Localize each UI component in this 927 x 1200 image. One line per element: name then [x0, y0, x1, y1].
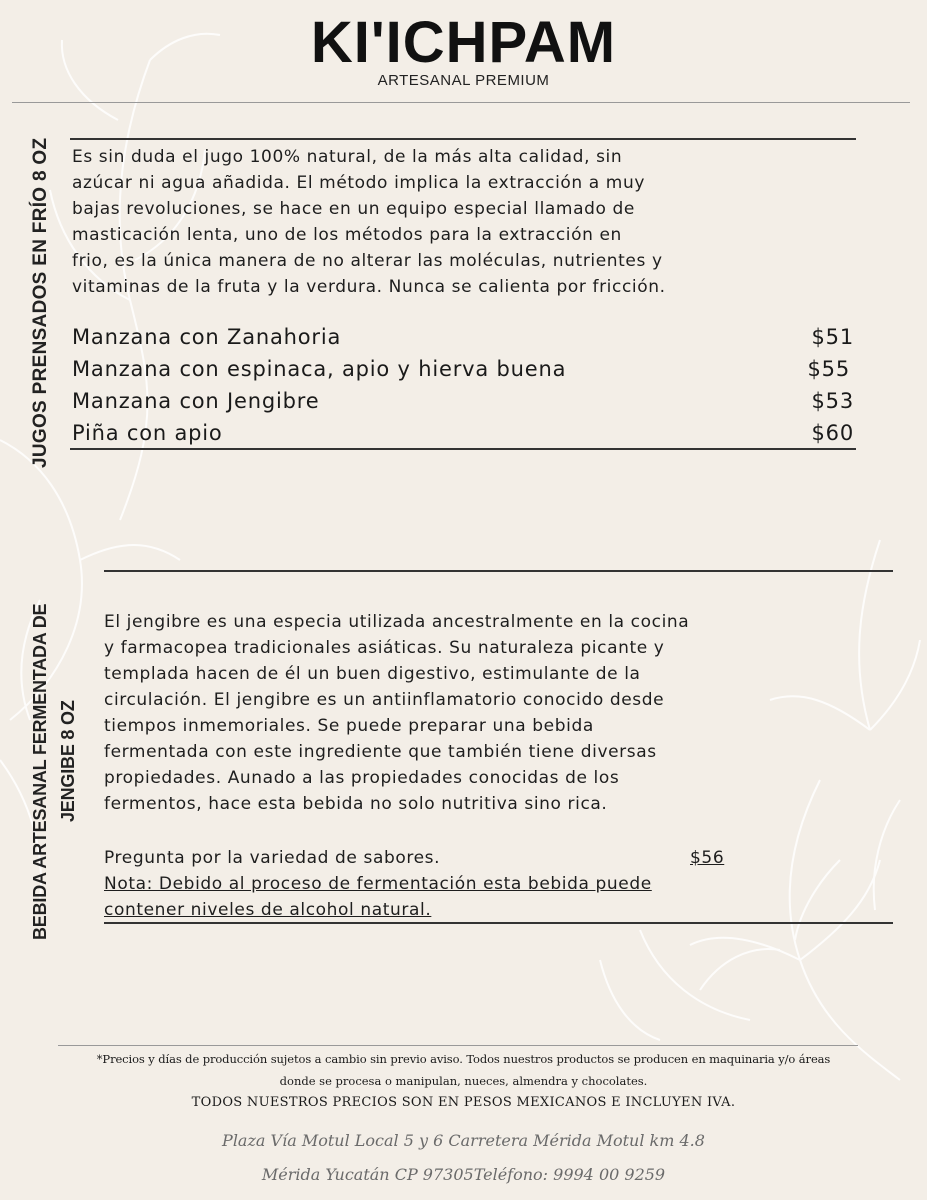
juices-menu-list: [72, 321, 854, 449]
juices-description-line: frio, es la única manera de no alterar las moléculas, nutrientes y: [72, 251, 663, 271]
section-title-juices: JUGOS PRENSADOS EN FRÍO 8 OZ: [30, 137, 51, 468]
juices-description-line: azúcar ni agua añadida. El método implica la extracción a muy: [72, 173, 646, 193]
section2-bottom-rule: [104, 922, 893, 924]
ginger-description-line: circulación. El jengibre es un antiinflamatorio conocido desde: [104, 690, 665, 710]
ginger-note-line2: contener niveles de alcohol natural.: [104, 900, 432, 920]
juices-description-line: vitaminas de la fruta y la verdura. Nunca se calienta por fricción.: [72, 277, 666, 297]
ginger-description-line: y farmacopea tradicionales asiáticas. Su naturaleza picante y: [104, 638, 665, 658]
menu-item: [72, 353, 854, 385]
brand-tagline: ARTESANAL PREMIUM: [377, 72, 550, 89]
menu-item-price: $60: [811, 421, 854, 445]
ginger-flavors-text: Pregunta por la variedad de sabores.: [104, 848, 441, 868]
footer-address-line2: Mérida Yucatán CP 97305Teléfono: 9994 00 9259: [261, 1165, 666, 1184]
section2-top-rule: [104, 570, 893, 572]
juices-description-line: masticación lenta, uno de los métodos para la extracción en: [72, 225, 622, 245]
footer-disclaimer-line1: *Precios y días de producción sujetos a cambio sin previo aviso. Todos nuestros productos se producen en maquinaria y/o áreas: [96, 1052, 831, 1066]
section1-top-rule: [70, 138, 856, 140]
ginger-description-line: El jengibre es una especia utilizada ancestralmente en la cocina: [104, 612, 690, 632]
menu-item-name: Piña con apio: [72, 421, 223, 445]
ginger-description-line: propiedades. Aunado a las propiedades conocidas de los: [104, 768, 620, 788]
menu-item-name: Manzana con Jengibre: [72, 389, 320, 413]
section1-bottom-rule: [70, 448, 856, 450]
juices-description-line: Es sin duda el jugo 100% natural, de la más alta calidad, sin: [72, 147, 623, 167]
header-divider: [12, 102, 910, 103]
menu-item: [72, 417, 854, 449]
footer-disclaimer-line2: donde se procesa o manipulan, nueces, almendra y chocolates.: [279, 1074, 648, 1088]
section-title-ginger-line1: BEBIDA ARTESANAL FERMENTADA DE: [30, 603, 50, 940]
ginger-note-line1: Nota: Debido al proceso de fermentación esta bebida puede: [104, 874, 652, 894]
menu-item: [72, 385, 854, 417]
ginger-description-line: fermentos, hace esta bebida no solo nutritiva sino rica.: [104, 794, 608, 814]
menu-item: [72, 321, 854, 353]
footer-address-line1: Plaza Vía Motul Local 5 y 6 Carretera Mérida Motul km 4.8: [222, 1131, 705, 1150]
brand-logo: KI'ICHPAM: [310, 10, 617, 75]
ginger-description: [104, 609, 904, 817]
juices-description: [72, 144, 872, 300]
ginger-description-line: templada hacen de él un buen digestivo, estimulante de la: [104, 664, 641, 684]
juices-description-line: bajas revoluciones, se hace en un equipo especial llamado de: [72, 199, 635, 219]
ginger-description-line: tiempos inmemoriales. Se puede preparar una bebida: [104, 716, 594, 736]
ginger-price: $56: [690, 848, 725, 868]
section-title-ginger-line2: JENGIBE 8 OZ: [58, 700, 78, 822]
menu-item-price: $51: [811, 325, 854, 349]
menu-item-name: Manzana con Zanahoria: [72, 325, 342, 349]
menu-item-price: $53: [811, 389, 854, 413]
ginger-description-line: fermentada con este ingrediente que también tiene diversas: [104, 742, 657, 762]
menu-item-name: Manzana con espinaca, apio y hierva buena: [72, 357, 567, 381]
footer-divider: [58, 1045, 858, 1046]
footer-prices-notice: TODOS NUESTROS PRECIOS SON EN PESOS MEXICANOS E INCLUYEN IVA.: [191, 1095, 736, 1110]
menu-item-price: $55: [807, 357, 850, 381]
